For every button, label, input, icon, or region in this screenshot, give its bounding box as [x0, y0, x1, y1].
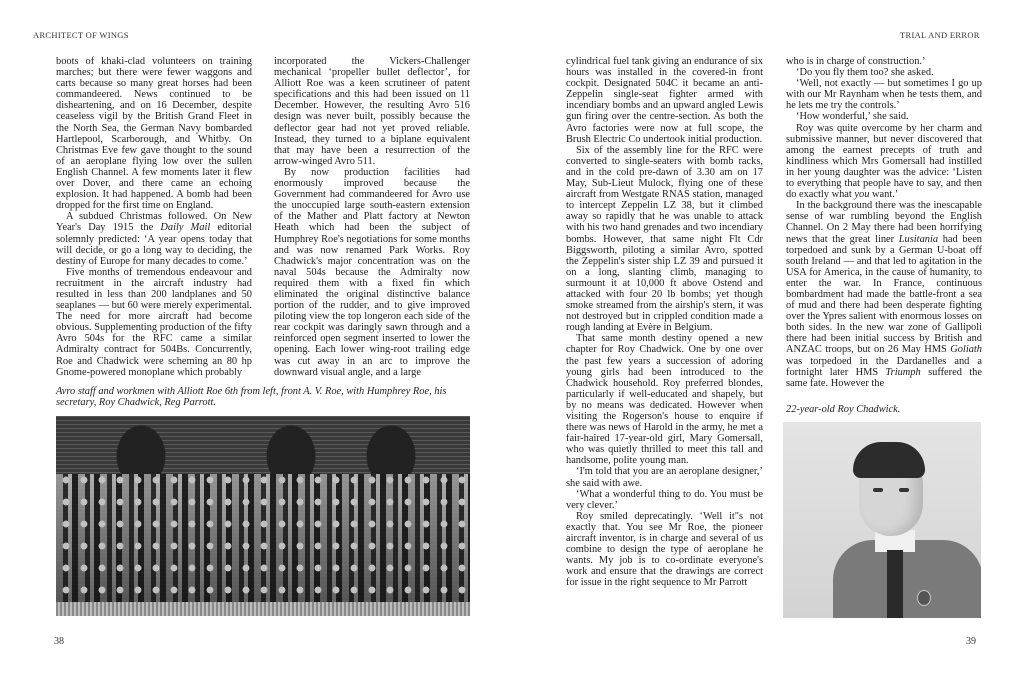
paragraph: That same month destiny opened a new chapter for Roy Chadwick. One by one over the past few years a succession of adoring young girls had been introduced to the Chadwick household. Roy preferred blondes, particularly if well-educated and shapely, but by no means was dedicated. However when visiting the Rogerson's house to enquire if there was news of Harold in the army, he met a fair-haired 17-year-old girl, Mary Gomersall, who was quietly thrilled to meet this tall and handsome, polite young man.	[566, 333, 763, 467]
paragraph: In the background there was the inescapable sense of war rumbling beyond the English Channel. On 2 May there had been horrifying news that the great liner Lusitania had been torpedoed and sunk by a German U-boat off south Ireland — and that led to agitation in the USA for America, in the cause of humanity, to enter the war. In France, continuous bombardment had made the battle-front a sea of mud and there had been desperate fighting over the Ypres salient with enormous losses on both sides. In the new war zone of Gallipoli there had been initial success by British and ANZAC troops, but on 26 May HMS Goliath was torpedoed in the Dardanelles and a fortnight later HMS Triumph suffered the same fate. However the	[786, 200, 982, 389]
paragraph: ‘What a wonderful thing to do. You must be very clever.’	[566, 488, 763, 511]
paragraph: cylindrical fuel tank giving an endurance of six hours was installed in the covered-in front cockpit. Designated 504C it became an anti-Zeppelin single-seat fighter armed with incendiary bombs and an upward angled Lewis gun firing over the centre-section. As both the Avro factories were now at full scope, the Brush Electric Co undertook initial production.	[566, 56, 763, 145]
paragraph: ‘Do you fly them too? she asked.	[796, 67, 934, 79]
left-page	[0, 0, 516, 691]
portrait-eye	[899, 488, 909, 492]
page-number-right: 39	[966, 636, 976, 647]
paragraph: Five months of tremendous endeavour and recruitment in the aircraft industry had resulted in less than 200 landplanes and 50 seaplanes — but 60 were merely experimental. The need for more aircraft had become obvious. Supplementing production of the fifty Avro 504s for the RFC came a similar Admiralty contract for 504Bs. Concurrently, Roe and Chadwick were scheming an 80 hp Gnome-powered monoplane which probably	[56, 266, 252, 378]
ship-name: Lusitania	[898, 233, 939, 245]
right-page-column-1	[566, 56, 763, 589]
portrait-badge	[917, 590, 931, 606]
ship-name: Triumph	[885, 366, 921, 378]
portrait-caption: 22-year-old Roy Chadwick.	[786, 404, 901, 415]
paragraph: Six of the assembly line for the RFC were converted to single-seaters with bomb racks, and in the cold pre-dawn of 3.30 am on 17 May, Sub-Lieut Mulock, flying one of these aircraft from Westgate RNAS station, managed to intercept Zeppelin LZ 38, but it climbed away so rapidly that he was unable to attack with his two hand grenades and two incendiary bombs. However, that same night Flt Cdr Biggsworth, piloting a similar Avro, spotted the Zeppelin's sister ship LZ 39 and pursued it on a long, slanting climb, managing to surmount it at 10,000 ft above Ostend and attacked with four 20 lb bombs; yet though smoke streamed from the airship's stern, it was not destroyed but in crippled condition made a rough landing at Evère in Belgium.	[566, 144, 763, 334]
running-head-right: TRIAL AND ERROR	[900, 30, 980, 40]
photo-ground	[56, 602, 470, 616]
portrait-photo	[783, 422, 981, 618]
ship-name: Goliath	[950, 344, 982, 356]
photo-crowd	[56, 474, 470, 604]
paragraph: boots of khaki-clad volunteers on training marches; but there were fewer waggons and carts because so many great horses had been commandeered. News continued to be disheartening, and on 16 December, despite ceaseless vigil by the British Grand Fleet in the North Sea, the German Navy bombarded Hartlepool, Scarborough, and Whitby. On Christmas Eve few gave thought to the sound of an aeroplane flying low over the sullen English Channel. A few moments later it flew over Dover, and there came an echoing explosion. It had happened. A bomb had been dropped for the first time on England.	[56, 56, 252, 212]
page-number-left: 38	[54, 636, 64, 647]
portrait-tie	[887, 550, 903, 618]
paragraph: By now production facilities had enormously improved because the Government had commandeered for Avro use the unoccupied large south-eastern extension of the Mather and Platt factory at Newton Heath which had been the subject of Humphrey Roe's negotiations for some months and was now renamed Park Works. Roy Chadwick's major concentration was on the naval 504s because the Admiralty now required them with a fixed fin which eliminated the original distinctive balance portion of the rudder, and to give improved piloting view the top longeron each side of the rear cockpit was daringly sawn through and a reinforced open segment inserted to lower the opening. Each lower wing-root trailing edge was cut away in an arc to improve the downward visual angle, and a large	[274, 166, 470, 378]
italic-emphasis: you	[854, 189, 870, 201]
running-head-left: ARCHITECT OF WINGS	[33, 30, 129, 40]
paragraph: incorporated the Vickers-Challenger mechanical ‘propeller bullet deflector’, for Alliott Roe was a keen scrutineer of patent specifications and this had been issued on 11 December. However, the resulting Avro 516 design was never built, possibly because the deflector gear had not yet proved reliable. Instead, they turned to a biplane equivalent that may have been a resurrection of the arrow-winged Avro 511.	[274, 56, 470, 167]
paragraph: ‘How wonderful,’ she said.	[796, 111, 909, 123]
paragraph: who is in charge of construction.’	[786, 56, 926, 67]
paragraph: Roy smiled deprecatingly. ‘Well it"s not exactly that. You see Mr Roe, the pioneer aircraft inventor, is in charge and several of us combine to design the type of aeroplane he wants. My job is to co-ordinate everyone's work and ensure that the drawings are correct for issue in the right sequence to Mr Parrott	[566, 510, 763, 589]
left-page-column-1	[56, 56, 252, 378]
left-page-column-2	[274, 56, 470, 378]
group-photo-caption: Avro staff and workmen with Alliott Roe 6th from left, front A. V. Roe, with Humphrey Roe, his secretary, Roy Chadwick, Reg Parrott.	[56, 386, 447, 409]
paragraph: ‘I'm told that you are an aeroplane designer,’ she said with awe.	[566, 466, 763, 489]
right-page-column-2	[786, 56, 982, 389]
paragraph: ‘Well, not exactly — but sometimes I go up with our Mr Raynham when he tests them, and he lets me try the controls.’	[786, 78, 982, 112]
italic-title: Daily Mail	[160, 222, 211, 234]
paragraph: Roy was quite overcome by her charm and submissive manner, but never discovered that among the earnest precepts of truth and kindliness which Mrs Gomersall had instilled in her young daughter was the advice: ‘Listen to everything that people have to say, and then do exactly what you want.’	[786, 122, 982, 201]
group-photo	[56, 416, 470, 616]
portrait-hair	[853, 442, 925, 478]
portrait-eye	[873, 488, 883, 492]
paragraph: A subdued Christmas followed. On New Year's Day 1915 the Daily Mail editorial solemnly predicted: ‘A year opens today that will decide, or go a long way to deciding, the destiny of Europe for many decades to come.’	[56, 211, 252, 267]
